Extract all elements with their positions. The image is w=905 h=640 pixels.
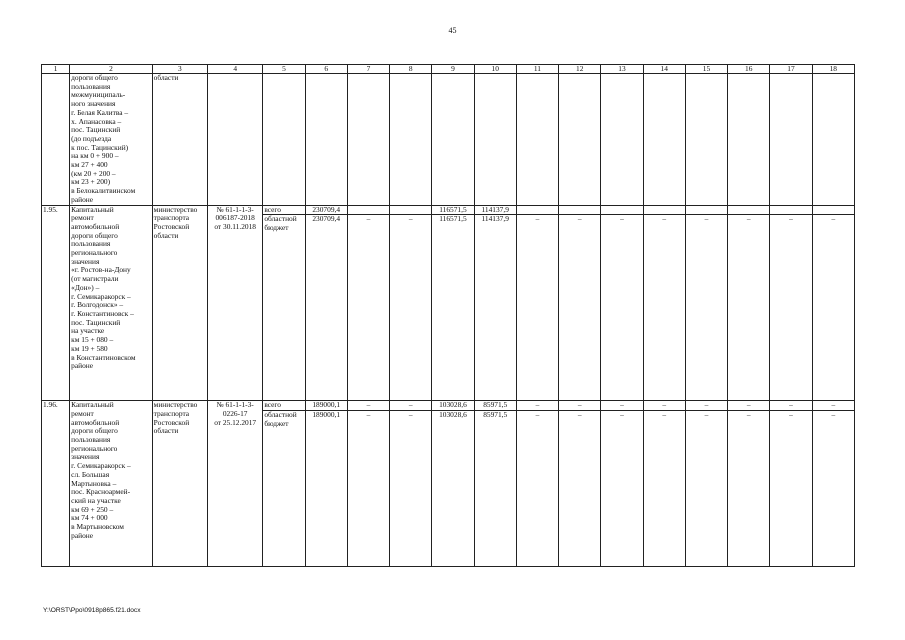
amount-cell: 114137,9 xyxy=(474,215,516,401)
funding-source: областной бюджет xyxy=(263,215,305,401)
amount-cell: 230709,4 xyxy=(305,205,347,215)
row-number: 1.96. xyxy=(42,401,70,567)
amount-cell: 114137,9 xyxy=(474,205,516,215)
amount-cell: – xyxy=(643,410,685,566)
amount-cell: 230709,4 xyxy=(305,215,347,401)
amount-cell: 189000,1 xyxy=(305,410,347,566)
organization: области xyxy=(152,74,207,206)
funding-source: областной бюджет xyxy=(263,410,305,566)
amount-cell: – xyxy=(770,410,812,566)
column-header: 8 xyxy=(390,65,432,74)
amount-cell: – xyxy=(812,401,854,411)
amount-cell: – xyxy=(601,401,643,411)
column-header: 4 xyxy=(208,65,263,74)
column-header: 17 xyxy=(770,65,812,74)
column-header: 14 xyxy=(643,65,685,74)
road-description: дороги общего пользования межмуниципаль- ного значения г. Белая Калитва – х. Апанасовка – пос. Тацинский (до подъезда к пос. Тацинский) на км 0 + 900 – км 27 + 400 (км 20 + 200 – км 23 + 200) в Белокалитвинском районе xyxy=(70,74,153,206)
amount-cell: – xyxy=(390,215,432,401)
amount-cell: – xyxy=(559,215,601,401)
amount-cell: 189000,1 xyxy=(305,401,347,411)
amount-cell: – xyxy=(516,410,558,566)
column-header: 10 xyxy=(474,65,516,74)
column-header: 1 xyxy=(42,65,70,74)
amount-cell: 116571,5 xyxy=(432,215,474,401)
amount-cell: – xyxy=(516,215,558,401)
column-header: 18 xyxy=(812,65,854,74)
amount-cell: – xyxy=(347,215,389,401)
amount-cell: 103028,6 xyxy=(432,401,474,411)
column-header: 2 xyxy=(70,65,153,74)
table-row xyxy=(42,401,855,411)
road-description: Капитальный ремонт автомобильной дороги общего пользования регионального значения г. Семикаракорск – сл. Большая Мартыновка – пос. Красноармей- ский на участке км 69 + 250 – км 74 + 000 в Мартыновском районе xyxy=(70,401,153,567)
column-header: 16 xyxy=(728,65,770,74)
continuation-row xyxy=(42,74,855,206)
amount-cell: 85971,5 xyxy=(474,401,516,411)
amount-cell: – xyxy=(812,410,854,566)
amount-cell: – xyxy=(728,410,770,566)
amount-cell: – xyxy=(685,410,727,566)
amount-cell: – xyxy=(728,401,770,411)
amount-cell: – xyxy=(390,410,432,566)
amount-cell: – xyxy=(390,401,432,411)
amount-cell: – xyxy=(685,215,727,401)
column-header: 6 xyxy=(305,65,347,74)
organization: министерство транспорта Ростовской области xyxy=(152,401,207,567)
amount-cell: 103028,6 xyxy=(432,410,474,566)
amount-cell: – xyxy=(643,215,685,401)
funding-source: всего xyxy=(263,205,305,215)
row-number: 1.95. xyxy=(42,205,70,401)
amount-cell: – xyxy=(770,401,812,411)
amount-cell: – xyxy=(347,401,389,411)
road-description: Капитальный ремонт автомобильной дороги общего пользования регионального значения «г. Ростов-на-Дону (от магистрали «Дон») – г. Семикаракорск – г. Волгодонск» – г. Константиновск – пос. Тацинский на участке км 15 + 080 – км 19 + 580 в Константиновском районе xyxy=(70,205,153,401)
amount-cell: – xyxy=(728,215,770,401)
amount-cell: 85971,5 xyxy=(474,410,516,566)
amount-cell: – xyxy=(516,401,558,411)
column-header: 13 xyxy=(601,65,643,74)
contract-number: № 61-1-1-3- 006187-2018 от 30.11.2018 xyxy=(208,205,263,401)
column-header: 15 xyxy=(685,65,727,74)
amount-cell: – xyxy=(347,410,389,566)
column-header: 7 xyxy=(347,65,389,74)
amount-cell: – xyxy=(770,215,812,401)
amount-cell: – xyxy=(559,410,601,566)
amount-cell: – xyxy=(601,410,643,566)
funding-source: всего xyxy=(263,401,305,411)
column-header: 11 xyxy=(516,65,558,74)
amount-cell: – xyxy=(559,401,601,411)
column-header: 9 xyxy=(432,65,474,74)
amount-cell: – xyxy=(685,401,727,411)
amount-cell: – xyxy=(601,215,643,401)
budget-table xyxy=(41,64,855,567)
file-path-footer: Y:\ORST\Ppo\0918p865.f21.docx xyxy=(43,607,141,614)
page-number: 45 xyxy=(448,26,457,35)
column-header: 3 xyxy=(152,65,207,74)
contract-number: № 61-1-1-3- 0226-17 от 25.12.2017 xyxy=(208,401,263,567)
organization: министерство транспорта Ростовской области xyxy=(152,205,207,401)
amount-cell: 116571,5 xyxy=(432,205,474,215)
amount-cell: – xyxy=(812,215,854,401)
amount-cell: – xyxy=(643,401,685,411)
column-header: 12 xyxy=(559,65,601,74)
column-header: 5 xyxy=(263,65,305,74)
